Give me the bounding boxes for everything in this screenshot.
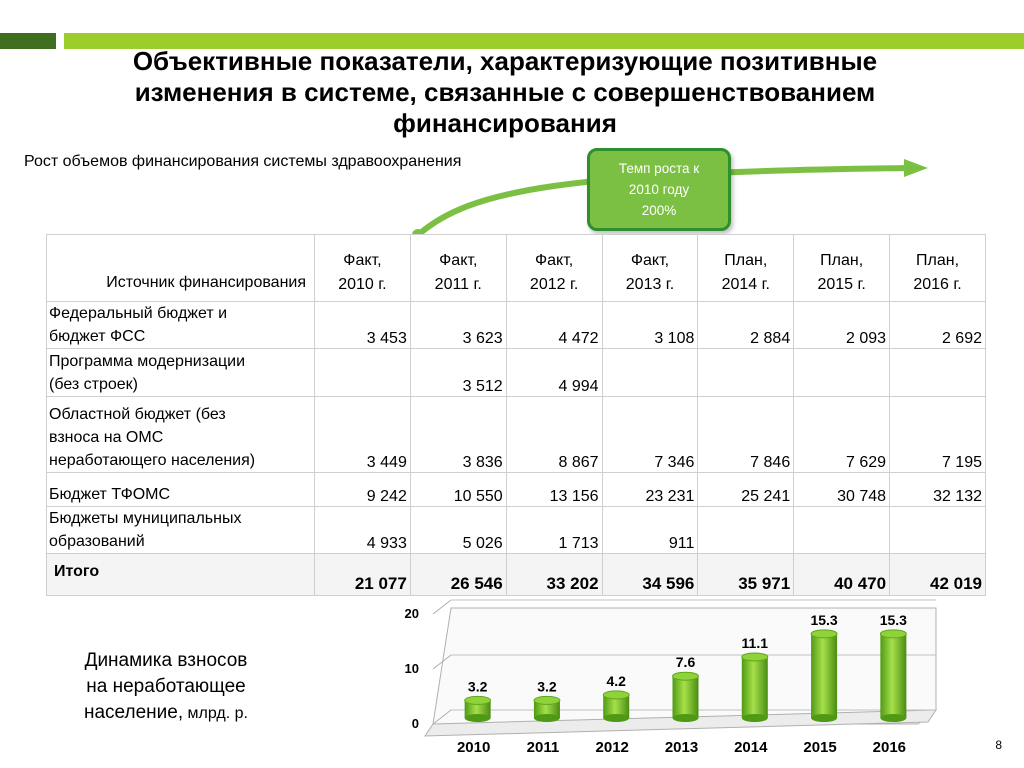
row-label-line: Федеральный бюджет и — [49, 305, 228, 322]
table-cell: 1 713 — [506, 507, 602, 554]
page-title — [40, 46, 970, 139]
total-cell: 26 546 — [410, 554, 506, 596]
page-number: 8 — [995, 738, 1002, 752]
bar-base — [673, 714, 699, 722]
bar-base — [880, 714, 906, 722]
bar-base — [811, 714, 837, 722]
row-label — [47, 507, 315, 554]
table-row — [47, 302, 986, 349]
table-cell — [698, 507, 794, 554]
y-tick-label: 20 — [404, 606, 419, 621]
badge-line: 200% — [641, 203, 677, 218]
column-header — [890, 235, 986, 302]
column-header — [794, 235, 890, 302]
column-header-kind: Факт, — [439, 252, 478, 269]
table-cell: 5 026 — [410, 507, 506, 554]
row-label-line: (без строек) — [49, 376, 138, 393]
table-cell: 7 346 — [602, 397, 698, 473]
column-header-year: 2016 г. — [913, 276, 962, 293]
bar-base — [465, 714, 491, 722]
x-tick-label: 2014 — [734, 739, 768, 756]
column-header-kind: План, — [724, 252, 768, 269]
bar-top — [811, 630, 837, 638]
bar — [673, 676, 699, 718]
column-header-kind: Факт, — [534, 252, 574, 269]
table-cell — [315, 349, 411, 397]
bar-top — [673, 672, 699, 680]
arrow-head — [904, 159, 928, 177]
data-label: 15.3 — [879, 611, 907, 628]
bar-base — [534, 714, 560, 722]
column-header — [410, 235, 506, 302]
bar — [811, 634, 837, 718]
table-cell: 4 472 — [506, 302, 602, 349]
table-cell: 2 093 — [794, 302, 890, 349]
data-label: 11.1 — [741, 634, 769, 651]
source-header: Источник финансирования — [47, 235, 315, 302]
table-row — [47, 473, 986, 507]
bar-top — [465, 696, 491, 704]
table-cell: 25 241 — [698, 473, 794, 507]
column-header-year: 2013 г. — [625, 276, 675, 293]
y-tick-label: 10 — [404, 661, 419, 676]
total-label: Итого — [47, 554, 315, 596]
row-label — [47, 473, 315, 507]
table-cell: 7 629 — [794, 397, 890, 473]
bar-top — [880, 630, 906, 638]
table-cell: 3 108 — [602, 302, 698, 349]
column-header-kind: План, — [820, 252, 864, 269]
x-tick-label: 2015 — [803, 739, 837, 756]
column-header-year: 2011 г. — [434, 276, 482, 293]
row-label-line: Бюджеты муниципальных — [49, 510, 242, 527]
dynamics-line — [52, 700, 280, 727]
table-header-row — [47, 235, 986, 302]
row-label-line: бюджет ФСС — [49, 328, 146, 345]
table-cell — [890, 349, 986, 397]
table-cell: 23 231 — [602, 473, 698, 507]
table-cell: 10 550 — [410, 473, 506, 507]
table-cell: 3 453 — [315, 302, 411, 349]
dynamics-line: Динамика взносов — [84, 650, 248, 671]
data-label: 3.2 — [467, 678, 488, 695]
column-header — [315, 235, 411, 302]
column-header-kind: План, — [916, 252, 960, 269]
column-header-year: 2010 г. — [338, 276, 387, 293]
table-row — [47, 507, 986, 554]
table-cell: 4 994 — [506, 349, 602, 397]
table-cell: 911 — [602, 507, 698, 554]
dynamics-unit: млрд. р. — [183, 705, 248, 722]
growth-rate-badge — [587, 148, 731, 231]
bar-base — [603, 714, 629, 722]
table-cell — [890, 507, 986, 554]
x-tick-label: 2016 — [872, 739, 907, 756]
row-label — [47, 397, 315, 473]
total-cell: 35 971 — [698, 554, 794, 596]
x-tick-label: 2010 — [456, 739, 491, 756]
table-row — [47, 349, 986, 397]
table-cell — [698, 349, 794, 397]
badge-line: 2010 году — [628, 182, 690, 197]
column-header — [602, 235, 698, 302]
column-header-year: 2014 г. — [721, 276, 770, 293]
dynamics-line: на неработающее — [86, 676, 246, 697]
total-cell: 33 202 — [506, 554, 602, 596]
data-label: 4.2 — [606, 672, 626, 689]
table-cell: 13 156 — [506, 473, 602, 507]
column-header-kind: Факт, — [630, 252, 670, 269]
x-tick-label: 2011 — [526, 739, 560, 756]
contributions-chart — [383, 596, 953, 761]
table-cell: 3 512 — [410, 349, 506, 397]
financing-table — [46, 234, 986, 596]
table-cell: 3 449 — [315, 397, 411, 473]
table-cell: 32 132 — [890, 473, 986, 507]
badge-line: Темп роста к — [618, 161, 700, 176]
column-header — [698, 235, 794, 302]
total-cell: 34 596 — [602, 554, 698, 596]
table-cell: 3 623 — [410, 302, 506, 349]
table-cell — [794, 349, 890, 397]
row-label-line: образований — [49, 533, 145, 550]
column-header — [506, 235, 602, 302]
row-label-line: неработающего населения) — [49, 452, 256, 469]
total-cell: 40 470 — [794, 554, 890, 596]
row-label — [47, 302, 315, 349]
row-label-line: Областной бюджет (без — [49, 406, 226, 423]
table-cell: 2 884 — [698, 302, 794, 349]
row-label-line: взноса на ОМС — [49, 429, 164, 446]
dynamics-line-main: население, — [84, 702, 184, 723]
table-cell: 4 933 — [315, 507, 411, 554]
x-tick-label: 2012 — [595, 739, 629, 756]
gridline-side — [433, 600, 451, 614]
column-header-year: 2015 г. — [817, 276, 866, 293]
table-cell: 9 242 — [315, 473, 411, 507]
subtitle: Рост объемов финансирования системы здравоохранения — [24, 153, 462, 170]
data-label: 3.2 — [537, 678, 557, 695]
bar-top — [742, 653, 768, 661]
table-cell: 7 846 — [698, 397, 794, 473]
total-cell: 42 019 — [890, 554, 986, 596]
table-cell: 30 748 — [794, 473, 890, 507]
table-cell — [602, 349, 698, 397]
dynamics-caption — [52, 648, 280, 727]
data-label: 7.6 — [675, 654, 696, 671]
title-line: изменения в системе, связанные с совершенствованием — [134, 77, 876, 107]
bar-top — [603, 691, 629, 699]
bar-base — [742, 714, 768, 722]
column-header-kind: Факт, — [343, 252, 382, 269]
title-line: финансирования — [393, 108, 617, 138]
bar — [742, 657, 768, 718]
row-label — [47, 349, 315, 397]
table-row — [47, 397, 986, 473]
total-row — [47, 554, 986, 596]
table-cell: 7 195 — [890, 397, 986, 473]
table-cell: 8 867 — [506, 397, 602, 473]
bar — [880, 634, 906, 718]
y-tick-label: 0 — [411, 716, 419, 731]
bar-top — [534, 696, 560, 704]
table-cell — [794, 507, 890, 554]
data-label: 15.3 — [810, 611, 838, 628]
x-tick-label: 2013 — [664, 739, 699, 756]
table-cell: 2 692 — [890, 302, 986, 349]
row-label-line: Программа модернизации — [49, 353, 245, 370]
total-cell: 21 077 — [315, 554, 411, 596]
table-cell: 3 836 — [410, 397, 506, 473]
row-label-line: Бюджет ТФОМС — [49, 486, 171, 503]
title-line: Объективные показатели, характеризующие позитивные — [132, 46, 878, 76]
column-header-year: 2012 г. — [529, 276, 579, 293]
